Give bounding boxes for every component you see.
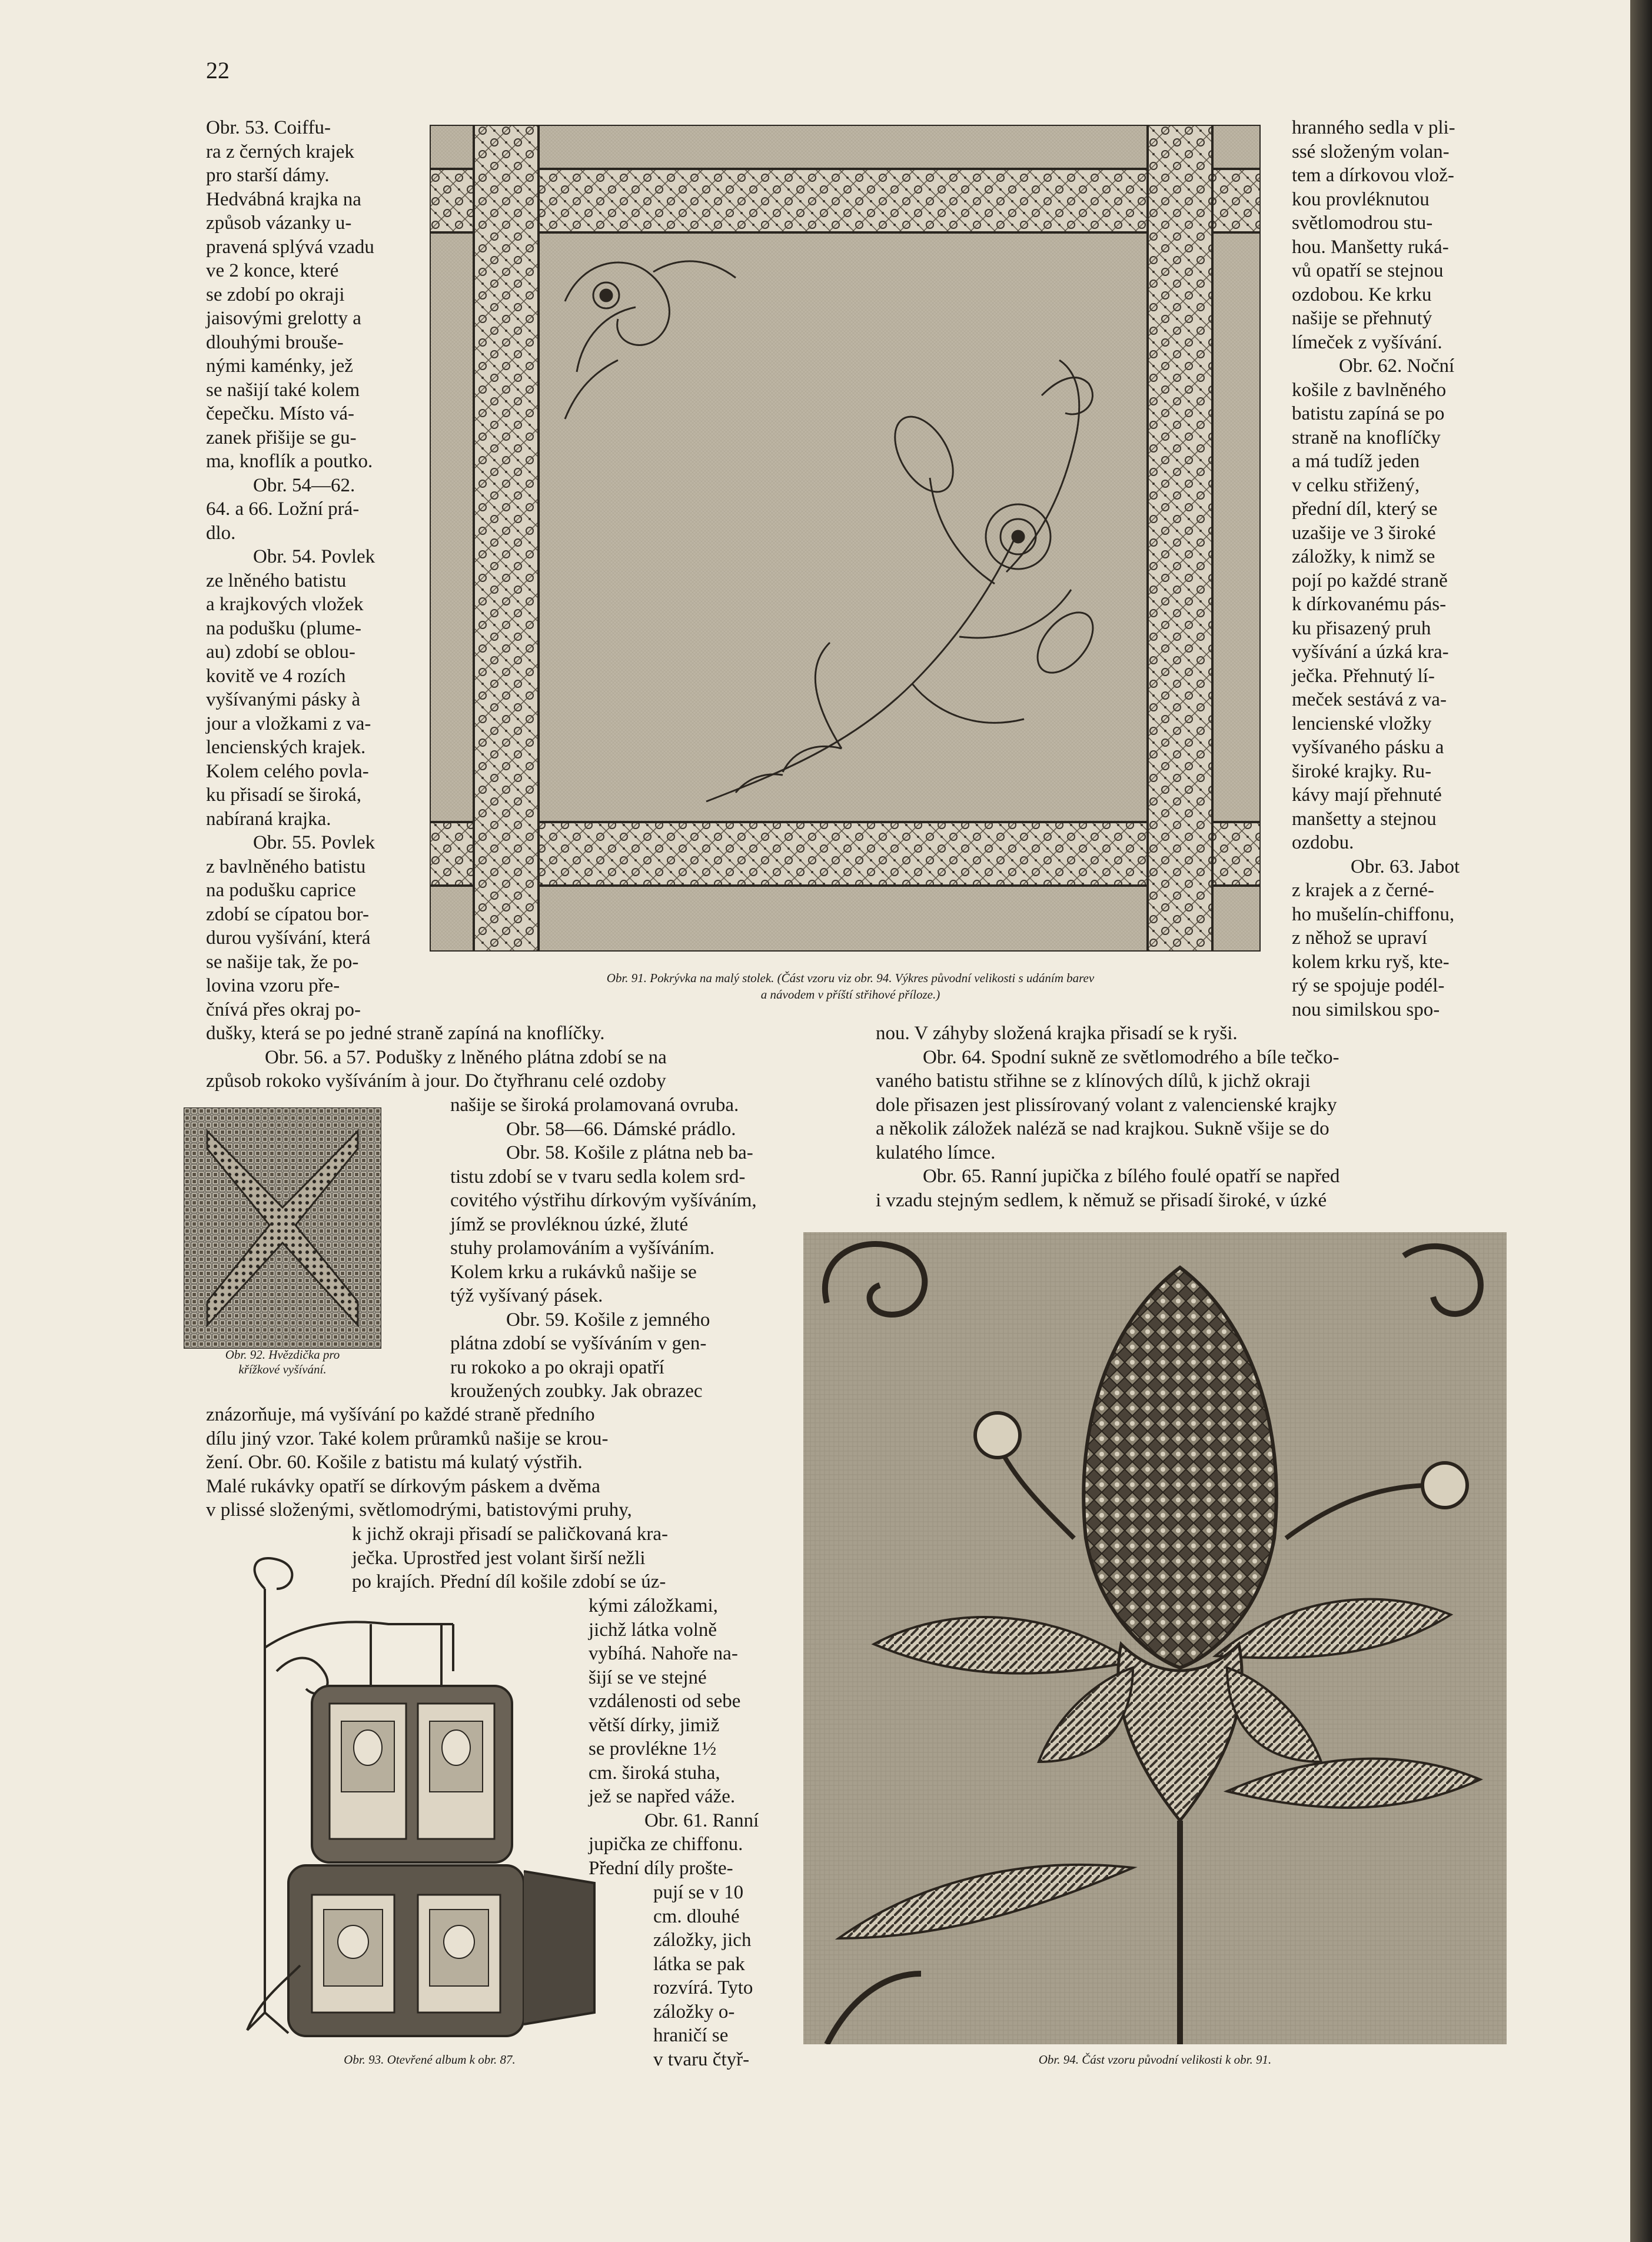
text-line: dílu jiný vzor. Také kolem průramků našije se krou- xyxy=(206,1428,609,1449)
text-line: covitého výstřihu dírkovým vyšíváním, xyxy=(450,1190,757,1211)
text-line: plátna zdobí se vyšíváním v gen- xyxy=(450,1333,707,1354)
text-line: vaného batistu střihne se z klínových dílů, k jichž okraji xyxy=(876,1070,1311,1092)
text-line: v celku střižený, xyxy=(1292,474,1420,496)
text-line: způsob rokoko vyšíváním à jour. Do čtyřhranu celé ozdoby xyxy=(206,1070,666,1092)
text-line: šijí se ve stejné xyxy=(589,1666,707,1688)
text-line: hraničí se xyxy=(653,2025,729,2046)
figure-92-caption-line1: Obr. 92. Hvězdička pro xyxy=(225,1348,340,1362)
text-line: stuhy prolamováním a vyšíváním. xyxy=(450,1238,715,1259)
text-line: ma, knoflík a poutko. xyxy=(206,451,373,472)
text-line: kými záložkami, xyxy=(589,1595,718,1616)
text-line: Obr. 53. Coiffu- xyxy=(206,117,331,138)
text-line: rozvírá. Tyto xyxy=(653,1977,753,1998)
text-line: zdobí se cípatou bor- xyxy=(206,903,370,925)
text-line: kávy mají přehnuté xyxy=(1292,784,1442,806)
text-line: Malé rukávky opatří se dírkovým páskem a dvěma xyxy=(206,1475,600,1497)
text-line: jour a vložkami z va- xyxy=(206,713,371,734)
text-line: Obr. 62. Noční xyxy=(1339,355,1455,377)
text-line: dole přisazen jest plissírovaný volant z valencienské krajky xyxy=(876,1094,1337,1116)
text-line: jaisovými grelotty a xyxy=(206,308,361,329)
text-line: dušky, která se po jedné straně zapíná na knoflíčky. xyxy=(206,1023,605,1044)
text-line: vyšívání a úzká kra- xyxy=(1292,641,1449,663)
text-line: široké krajky. Ru- xyxy=(1292,760,1432,782)
text-line: a několik záložek naléză se nad krajkou. Sukně všije se do xyxy=(876,1118,1329,1139)
text-block-lower-left xyxy=(206,1403,806,1522)
text-line: Přední díly prošte- xyxy=(589,1857,733,1879)
table-cover-illustration xyxy=(430,125,1261,952)
text-line: hranného sedla v pli- xyxy=(1292,117,1455,138)
text-line: ozdobou. Ke krku xyxy=(1292,284,1432,305)
text-line: ssé složeným volan- xyxy=(1292,141,1450,162)
text-line: a má tudíž jeden xyxy=(1292,451,1420,472)
figure-94-embroidery-detail xyxy=(803,1232,1507,2044)
text-column-middle xyxy=(450,1093,806,1403)
text-block-beside-album-2 xyxy=(589,1594,806,1880)
text-column-left xyxy=(206,116,418,1022)
text-line: Obr. 63. Jabot xyxy=(1351,856,1460,877)
text-line: na podušku (plume- xyxy=(206,617,361,639)
text-line: au) zdobí se oblou- xyxy=(206,641,355,663)
text-line: v plissé složenými, světlomodrými, batistovými pruhy, xyxy=(206,1499,632,1521)
text-line: ječka. Přehnutý lí- xyxy=(1292,665,1435,687)
text-line: dlo. xyxy=(206,522,236,544)
text-line: látka se pak xyxy=(653,1953,745,1975)
text-line: Obr. 59. Košile z jemného xyxy=(506,1309,710,1330)
text-line: Obr. 65. Ranní jupička z bílého foulé opatří se napřed xyxy=(923,1166,1340,1187)
text-line: jupička ze chiffonu. xyxy=(589,1834,743,1855)
text-line: způsob vázanky u- xyxy=(206,212,352,234)
text-line: lencienských krajek. xyxy=(206,737,366,758)
text-line: týž vyšívaný pásek. xyxy=(450,1285,603,1306)
text-line: vů opatří se stejnou xyxy=(1292,260,1444,281)
text-line: z bavlněného batistu xyxy=(206,856,366,877)
page-number: 22 xyxy=(206,57,230,84)
text-line: se našije tak, že po- xyxy=(206,951,359,973)
text-line: na podušku caprice xyxy=(206,880,356,901)
text-line: košile z bavlněného xyxy=(1292,379,1447,401)
text-line: Obr. 56. a 57. Podušky z lněného plátna zdobí se na xyxy=(265,1046,667,1068)
text-line: čnívá přes okraj po- xyxy=(206,999,361,1020)
text-line: nou similskou spo- xyxy=(1292,999,1440,1020)
text-line: hou. Manšetty ruká- xyxy=(1292,236,1449,258)
text-line: přední díl, který se xyxy=(1292,498,1438,520)
text-line: se našijí také kolem xyxy=(206,379,360,401)
text-line: nou. V záhyby složená krajka přisadí se k ryši. xyxy=(876,1023,1238,1044)
text-line: kolem krku ryš, kte- xyxy=(1292,951,1450,973)
text-line: Obr. 55. Povlek xyxy=(253,832,375,853)
text-line: Hedvábná krajka na xyxy=(206,188,361,210)
text-line: ku přisazený pruh xyxy=(1292,617,1431,639)
figure-92-caption-line2: křížkové vyšívání. xyxy=(238,1362,327,1376)
text-line: pojí po každé straně xyxy=(1292,570,1448,591)
text-line: po krajích. Přední díl košile zdobí se úz- xyxy=(352,1571,666,1592)
text-line: světlomodrou stu- xyxy=(1292,212,1433,234)
text-line: kroužených zoubky. Jak obrazec xyxy=(450,1381,703,1402)
figure-91-table-cover xyxy=(430,125,1261,952)
text-line: rý se spojuje podél- xyxy=(1292,975,1445,996)
text-line: Obr. 54—62. xyxy=(253,474,355,496)
text-line: se zdobí po okraji xyxy=(206,284,345,305)
text-column-right xyxy=(1292,116,1498,1022)
text-line: vyšívanými pásky à xyxy=(206,689,361,710)
text-line: záložky, k nimž se xyxy=(1292,546,1435,567)
text-line: kou provléknutou xyxy=(1292,188,1430,210)
text-line: pují se v 10 xyxy=(653,1882,744,1903)
text-line: našije se široká prolamovaná ovruba. xyxy=(450,1095,739,1116)
text-line: větší dírky, jimiž xyxy=(589,1714,720,1736)
text-line: se provlékne 1½ xyxy=(589,1738,717,1759)
text-line: ho mušelín-chiffonu, xyxy=(1292,903,1455,925)
text-line: 64. a 66. Ložní prá- xyxy=(206,498,360,520)
text-line: vyšívaného pásku a xyxy=(1292,737,1444,758)
text-block-beside-album-3 xyxy=(653,1881,806,2071)
text-line: Obr. 64. Spodní sukně ze světlomodrého a bíle tečko- xyxy=(923,1046,1339,1068)
text-line: jichž látka volně xyxy=(589,1619,717,1641)
text-line: ječka. Uprostřed jest volant širší nežli xyxy=(352,1547,646,1569)
text-line: Obr. 61. Ranní xyxy=(644,1809,759,1831)
text-line: ze lněného batistu xyxy=(206,570,347,591)
text-line: záložky, jich xyxy=(653,1930,752,1951)
text-line: vzdálenosti od sebe xyxy=(589,1691,741,1712)
figure-93-caption: Obr. 93. Otevřené album k obr. 87. xyxy=(344,2053,516,2067)
text-line: žení. Obr. 60. Košile z batistu má kulatý výstřih. xyxy=(206,1452,583,1473)
figure-91-caption-line2: a návodem v příští střihové příloze.) xyxy=(760,987,940,1002)
text-line: uzašije ve 3 široké xyxy=(1292,522,1436,544)
text-line: i vzadu stejným sedlem, k němuž se přisadí široké, v úzké xyxy=(876,1189,1327,1211)
text-line: záložky o- xyxy=(653,2001,735,2023)
text-line: jímž se provléknou úzké, žluté xyxy=(450,1213,689,1235)
text-line: kovitě ve 4 rozích xyxy=(206,665,346,687)
text-line: ve 2 konce, které xyxy=(206,260,339,281)
text-line: manšetty a stejnou xyxy=(1292,808,1437,830)
text-line: lovina vzoru pře- xyxy=(206,975,340,996)
text-line: Kolem krku a rukávků našije se xyxy=(450,1261,697,1283)
text-line: meček sestává z va- xyxy=(1292,689,1447,710)
text-line: tistu zdobí se v tvaru sedla kolem srd- xyxy=(450,1166,746,1187)
text-line: durou vyšívání, která xyxy=(206,927,371,949)
text-line: nabíraná krajka. xyxy=(206,808,331,830)
text-line: Obr. 58—66. Dámské prádlo. xyxy=(506,1118,736,1140)
figure-91-caption-line1: Obr. 91. Pokrývka na malý stolek. (Část vzoru viz obr. 94. Výkres původní velikosti s udáním barev xyxy=(606,971,1095,985)
figure-94-caption: Obr. 94. Část vzoru původní velikosti k obr. 91. xyxy=(1038,2053,1272,2067)
text-line: cm. dlouhé xyxy=(653,1905,740,1927)
text-line: Obr. 58. Košile z plátna neb ba- xyxy=(506,1142,753,1163)
text-line: vybíhá. Nahoře na- xyxy=(589,1643,738,1664)
text-line: ku přisadí se široká, xyxy=(206,784,361,806)
text-line: a krajkových vložek xyxy=(206,594,364,615)
text-line: Obr. 54. Povlek xyxy=(253,546,375,567)
text-line: ra z černých krajek xyxy=(206,141,354,162)
text-line: límeček z vyšívání. xyxy=(1292,331,1442,353)
text-line: v tvaru čtyř- xyxy=(653,2048,750,2070)
text-line: kulatého límce. xyxy=(876,1142,996,1163)
text-line: k dírkovanému pás- xyxy=(1292,594,1447,615)
text-block-right-mid xyxy=(876,1022,1500,1212)
text-block-wide xyxy=(206,1022,806,1093)
text-line: dlouhými brouše- xyxy=(206,331,344,353)
figure-92-crossstitch-star xyxy=(184,1107,381,1349)
text-line: ozdobu. xyxy=(1292,832,1354,853)
text-line: čepečku. Místo vá- xyxy=(206,403,354,424)
text-line: z něhož se upraví xyxy=(1292,927,1427,949)
text-line: znázorňuje, má vyšívání po každé straně předního xyxy=(206,1404,595,1425)
text-line: batistu zapíná se po xyxy=(1292,403,1445,424)
text-line: zanek přišije se gu- xyxy=(206,427,357,448)
crossstitch-star-illustration xyxy=(184,1107,381,1349)
open-album-illustration xyxy=(241,1554,618,2048)
text-line: nými kaménky, jež xyxy=(206,355,353,377)
text-line: k jichž okraji přisadí se paličkovaná kra- xyxy=(352,1524,668,1545)
text-line: ru rokoko a po okraji opatří xyxy=(450,1356,664,1378)
text-line: lencienské vložky xyxy=(1292,713,1432,734)
text-line: z krajek a z černé- xyxy=(1292,880,1434,901)
text-line: pravená splývá vzadu xyxy=(206,236,374,258)
figure-93-open-album xyxy=(241,1554,618,2048)
embroidery-detail-photo xyxy=(803,1232,1507,2044)
text-line: pro starší dámy. xyxy=(206,165,330,186)
text-line: Kolem celého povla- xyxy=(206,760,369,782)
text-line: našije se přehnutý xyxy=(1292,308,1432,329)
text-line: straně na knoflíčky xyxy=(1292,427,1441,448)
text-line: cm. široká stuha, xyxy=(589,1762,720,1784)
text-line: tem a dírkovou vlož- xyxy=(1292,165,1454,186)
text-line: jež se napřed váže. xyxy=(589,1786,736,1807)
